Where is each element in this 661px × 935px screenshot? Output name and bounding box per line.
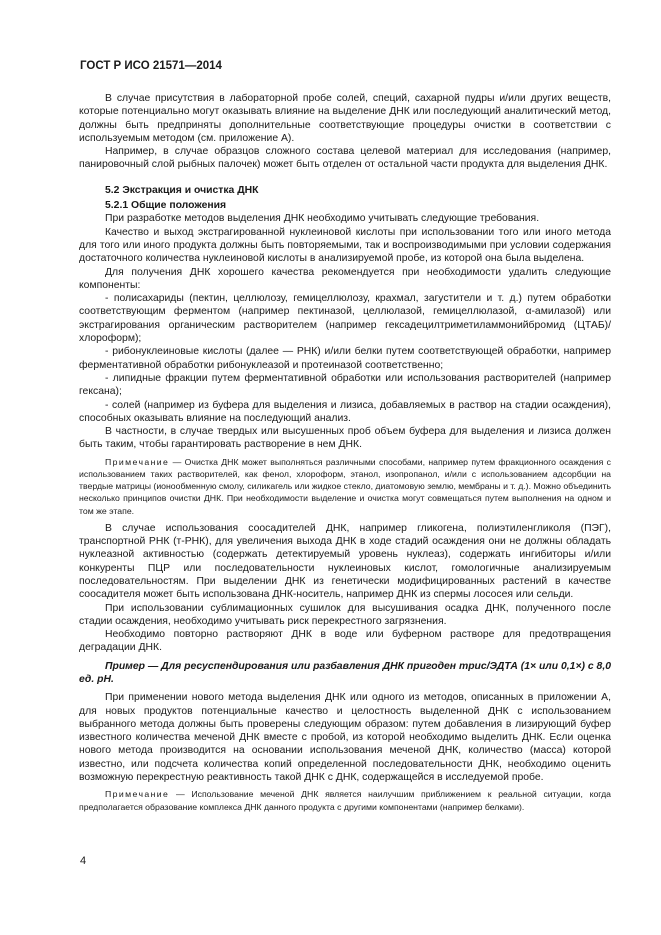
example: Пример — Для ресуспендирования или разбавления ДНК пригоден трис/ЭДТА (1× или 0,1×) с 8,0 ед. pH. — [79, 660, 611, 685]
list-item: - рибонуклеиновые кислоты (далее — РНК) и/или белки путем соответствующей обработки, например ферментативной обработки рибонуклеазой и протеиназой соответственно; — [79, 346, 611, 371]
note-label: Примечание — [105, 789, 170, 800]
page-number: 4 — [80, 855, 87, 867]
note-text: — Использование меченой ДНК является наилучшим приближением к реальной ситуации, когда предполагается образование комплекса ДНК данного продукта с другими компонентами (например белками). — [79, 789, 611, 812]
paragraph: В частности, в случае твердых или высушенных проб объем буфера для выделения и лизиса должен быть таким, чтобы гарантировать растворение в нем ДНК. — [79, 426, 611, 451]
list-item: - солей (например из буфера для выделения и лизиса, добавляемых в раствор на стадии осаждения), способных оказывать влияние на последующий анализ. — [79, 399, 611, 424]
page-content — [79, 92, 611, 818]
note-text: — Очистка ДНК может выполняться различными способами, например путем фракционного осаждения с использованием таких растворителей, как фенол, хлороформ, этанол, изопропанол, и/или с использованием адсорбции на твердые матрицы (ионообменную смолу, силикагель или жидкое стекло, диатомовую землю, мембраны и т. д.). Можно объединить несколько принципов очистки ДНК. При необходимости выделение и очистка могут совмещаться путем выполнения на одном и том же этапе. — [79, 456, 611, 516]
document-header: ГОСТ Р ИСО 21571—2014 — [80, 60, 222, 72]
note — [79, 788, 611, 812]
paragraph: При применении нового метода выделения ДНК или одного из методов, описанных в приложении А, для новых продуктов потенциальные качество и целостность выделенной ДНК с использованием выбранного метода должны быть проверены следующим образом: путем добавления в лизирующий буфер известного количества меченой ДНК вместе с пробой, из которой необходимо выделить ДНК. Если оценка нового метода производится на основании использования меченой ДНК, количество (масса) которой известно, или подсчета количества копий определенной последовательности ДНК, необходимо оценить возможную перекрестную реактивность такой ДНК с ДНК, содержащейся в исследуемой пробе. — [79, 692, 611, 784]
subsection-heading: 5.2.1 Общие положения — [105, 200, 227, 212]
list-item: - липидные фракции путем ферментативной обработки или использования растворителей (например гексана); — [79, 372, 611, 398]
paragraph: В случае использования соосадителей ДНК, например гликогена, полиэтиленгликоля (ПЭГ), транспортной РНК (т-РНК), для увеличения выхода ДНК в ходе стадий осаждения они не должны обладать нуклеазной активностью (содержать детектируемый уровень нуклеаз), содержать ингибиторы и/или конкуренты ПЦР или последовательности нуклеиновых кислот, гомологичные анализируемым последовательностям. При выделении ДНК из генетически модифицированных растений в качестве соосадителя может быть использована ДНК-носитель, например ДНК из спермы лососея или сельди. — [79, 522, 611, 601]
note — [79, 456, 611, 517]
paragraph: Качество и выход экстрагированной нуклеиновой кислоты при использовании того или иного метода для того или иного продукта должны быть повторяемыми, так и воспроизводимыми при условии содержания достаточного количества нуклеиновой кислоты в анализируемой пробе, из которой она была выделена. — [79, 226, 611, 265]
paragraph: При разработке методов выделения ДНК необходимо учитывать следующие требования. — [105, 213, 540, 225]
note-label: Примечание — [105, 456, 170, 467]
paragraph: Например, в случае образцов сложного состава целевой материал для исследования (например, панировочный слой рыбных палочек) может быть отделен от остальной части продукта для выделения ДНК. — [79, 146, 611, 171]
paragraph: Для получения ДНК хорошего качества рекомендуется при необходимости удалить следующие компоненты: — [79, 266, 611, 291]
list-item: - полисахариды (пектин, целлюлозу, гемицеллюлозу, крахмал, загустители и т. д.) путем обработки соответствующим ферментом (например пектиназой, целлюлазой, гемицеллюлазой, α-амилазой) или экстрагирования органическим растворителем (например гексадецилтриметиламмонийбромид (ЦТАБ)/хлороформ); — [79, 293, 611, 345]
paragraph: При использовании сублимационных сушилок для высушивания осадка ДНК, полученного после стадии осаждения, необходимо учитывать риск перекрестного загрязнения. — [79, 602, 611, 627]
section-heading: 5.2 Экстракция и очистка ДНК — [105, 184, 259, 196]
paragraph: Необходимо повторно растворяют ДНК в воде или буферном растворе для предотвращения деградации ДНК. — [79, 629, 611, 654]
paragraph: В случае присутствия в лабораторной пробе солей, специй, сахарной пудры и/или других веществ, которые потенциально могут оказывать влияние на выделение ДНК или последующий аналитический метод, должны быть предприняты дополнительные соответствующие процедуры очистки в соответствии с используемым методом (см. приложение А). — [79, 93, 611, 144]
